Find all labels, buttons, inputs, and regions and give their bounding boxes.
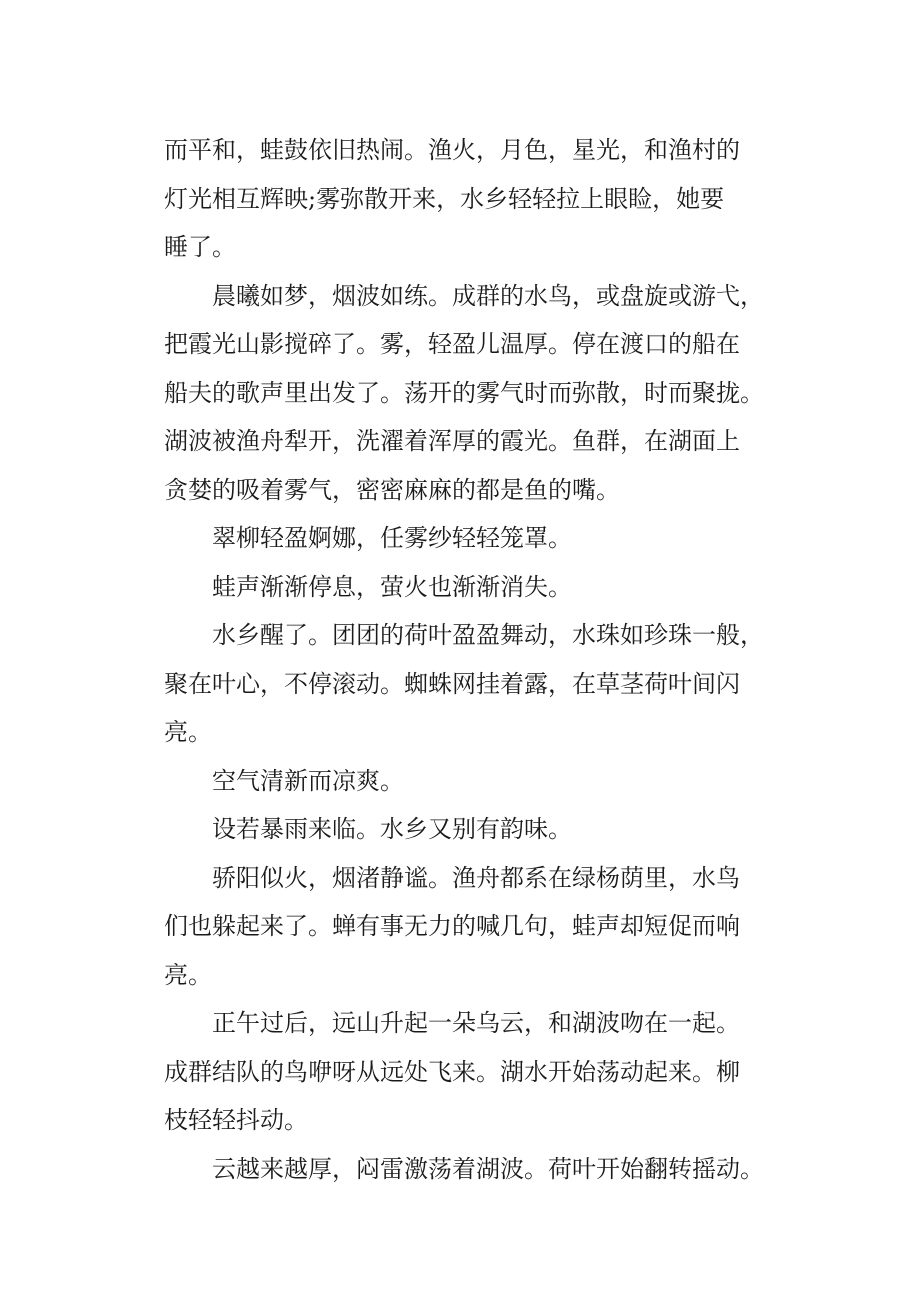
text-line: 蛙声渐渐停息，萤火也渐渐消失。 (212, 572, 572, 601)
text-line: 灯光相互辉映;雾弥散开来，水乡轻轻拉上眼睑，她要 (164, 184, 725, 213)
text-line: 成群结队的鸟咿呀从远处飞来。湖水开始荡动起来。柳 (164, 1057, 740, 1086)
text-line: 翠柳轻盈婀娜，任雾纱轻轻笼罩。 (212, 524, 572, 552)
text-line: 湖波被渔舟犁开，洗濯着浑厚的霞光。鱼群，在湖面上 (164, 427, 740, 455)
text-line: 云越来越厚，闷雷激荡着湖波。荷叶开始翻转摇动。 (212, 1154, 764, 1183)
text-line: 亮。 (164, 960, 212, 989)
text-line: 空气清新而凉爽。 (212, 766, 404, 795)
text-line: 聚在叶心，不停滚动。蜘蛛网挂着露，在草茎荷叶间闪 (164, 669, 740, 698)
text-line: 晨曦如梦，烟波如练。成群的水鸟，或盘旋或游弋， (212, 281, 764, 310)
body-text (164, 126, 764, 1193)
text-line: 设若暴雨来临。水乡又别有韵味。 (212, 815, 572, 843)
text-line: 正午过后，远山升起一朵乌云，和湖波吻在一起。 (212, 1009, 740, 1037)
text-line: 船夫的歌声里出发了。荡开的雾气时而弥散，时而聚拢。 (164, 378, 764, 407)
text-line: 把霞光山影搅碎了。雾，轻盈儿温厚。停在渡口的船在 (164, 330, 740, 358)
text-line: 枝轻轻抖动。 (164, 1106, 308, 1134)
text-line: 水乡醒了。团团的荷叶盈盈舞动，水珠如珍珠一般， (212, 621, 764, 649)
text-line: 而平和，蛙鼓依旧热闹。渔火，月色，星光，和渔村的 (164, 136, 740, 164)
text-line: 睡了。 (164, 233, 236, 261)
text-line: 们也躲起来了。蝉有事无力的喊几句，蛙声却短促而响 (164, 912, 740, 940)
text-line: 贪婪的吸着雾气，密密麻麻的都是鱼的嘴。 (164, 475, 620, 504)
text-line: 骄阳似火，烟渚静谧。渔舟都系在绿杨荫里，水鸟 (212, 863, 740, 892)
text-line: 亮。 (164, 718, 212, 746)
